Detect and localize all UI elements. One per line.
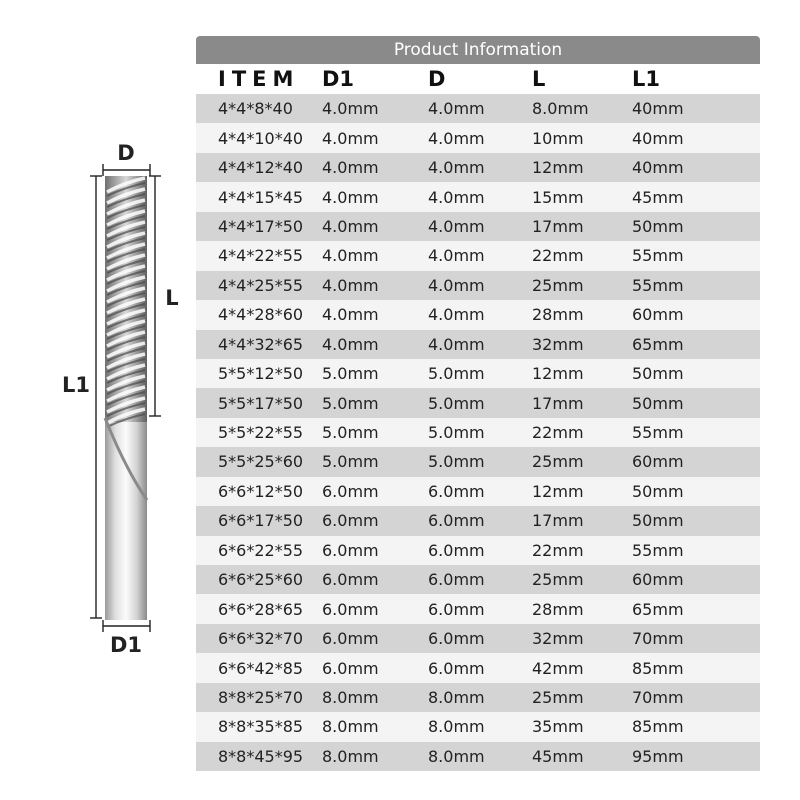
cell-item: 8*8*35*85 <box>218 717 304 737</box>
cell-d: 8.0mm <box>428 717 485 737</box>
cell-d1: 5.0mm <box>322 423 379 443</box>
dim-label-d: D <box>117 141 135 165</box>
dim-line-d1 <box>103 620 150 632</box>
cell-d: 6.0mm <box>428 570 485 590</box>
header-l1: L1 <box>632 67 660 91</box>
cell-item: 5*5*12*50 <box>218 364 304 384</box>
cell-l1: 85mm <box>632 658 684 678</box>
cell-d: 4.0mm <box>428 334 485 354</box>
table-row <box>196 653 760 682</box>
cell-l1: 55mm <box>632 275 684 295</box>
cell-d1: 6.0mm <box>322 570 379 590</box>
cell-l: 22mm <box>532 423 584 443</box>
cell-l: 32mm <box>532 334 584 354</box>
cell-d1: 8.0mm <box>322 717 379 737</box>
cell-l: 8.0mm <box>532 99 589 119</box>
cell-l1: 45mm <box>632 187 684 207</box>
cell-d1: 6.0mm <box>322 481 379 501</box>
cell-l1: 85mm <box>632 717 684 737</box>
cell-d1: 4.0mm <box>322 334 379 354</box>
table-row <box>196 742 760 771</box>
cell-d1: 4.0mm <box>322 246 379 266</box>
cell-item: 6*6*28*65 <box>218 599 304 619</box>
table-row <box>196 683 760 712</box>
cell-l: 42mm <box>532 658 584 678</box>
table-row <box>196 94 760 123</box>
cell-d1: 6.0mm <box>322 629 379 649</box>
cell-d1: 4.0mm <box>322 305 379 325</box>
cell-d: 5.0mm <box>428 423 485 443</box>
cell-d1: 6.0mm <box>322 511 379 531</box>
cell-item: 6*6*32*70 <box>218 629 304 649</box>
cell-l1: 55mm <box>632 540 684 560</box>
cell-l: 28mm <box>532 305 584 325</box>
cell-l: 25mm <box>532 452 584 472</box>
cell-item: 4*4*22*55 <box>218 246 304 266</box>
cell-item: 4*4*28*60 <box>218 305 304 325</box>
cell-l1: 40mm <box>632 158 684 178</box>
table-row <box>196 182 760 211</box>
cell-l1: 55mm <box>632 423 684 443</box>
cell-d: 4.0mm <box>428 99 485 119</box>
cell-l: 15mm <box>532 187 584 207</box>
cell-d: 5.0mm <box>428 393 485 413</box>
table-body <box>196 94 760 771</box>
table-row <box>196 300 760 329</box>
cell-item: 4*4*8*40 <box>218 99 293 119</box>
cell-d1: 4.0mm <box>322 216 379 236</box>
table-row <box>196 447 760 476</box>
cell-item: 6*6*17*50 <box>218 511 304 531</box>
cell-l: 12mm <box>532 158 584 178</box>
cell-l1: 55mm <box>632 246 684 266</box>
cell-item: 4*4*32*65 <box>218 334 304 354</box>
table-row <box>196 624 760 653</box>
bit-shank <box>105 418 147 620</box>
cell-l: 22mm <box>532 246 584 266</box>
cell-item: 5*5*25*60 <box>218 452 304 472</box>
cell-item: 4*4*25*55 <box>218 275 304 295</box>
cell-l1: 40mm <box>632 99 684 119</box>
table-row <box>196 241 760 270</box>
cell-d1: 6.0mm <box>322 599 379 619</box>
header-l: L <box>532 67 546 91</box>
table-row <box>196 359 760 388</box>
table-row <box>196 536 760 565</box>
cell-d: 8.0mm <box>428 687 485 707</box>
cell-d: 4.0mm <box>428 158 485 178</box>
cell-l: 25mm <box>532 275 584 295</box>
cell-l1: 50mm <box>632 393 684 413</box>
table-row <box>196 477 760 506</box>
cell-l1: 65mm <box>632 599 684 619</box>
table-header-row <box>196 64 760 94</box>
cell-d1: 4.0mm <box>322 158 379 178</box>
cell-item: 4*4*12*40 <box>218 158 304 178</box>
cell-l1: 95mm <box>632 746 684 766</box>
table-row <box>196 153 760 182</box>
cell-l: 25mm <box>532 687 584 707</box>
cell-d: 4.0mm <box>428 128 485 148</box>
table-row <box>196 271 760 300</box>
cell-d: 6.0mm <box>428 511 485 531</box>
dim-label-d1: D1 <box>109 633 143 657</box>
table-row <box>196 330 760 359</box>
cell-l: 32mm <box>532 629 584 649</box>
cell-l1: 50mm <box>632 364 684 384</box>
cell-l: 45mm <box>532 746 584 766</box>
header-d: D <box>428 67 446 91</box>
cell-l1: 70mm <box>632 629 684 649</box>
cell-l: 12mm <box>532 364 584 384</box>
cell-item: 4*4*10*40 <box>218 128 304 148</box>
cell-d: 4.0mm <box>428 187 485 207</box>
cell-d1: 5.0mm <box>322 364 379 384</box>
cell-l1: 40mm <box>632 128 684 148</box>
cell-d1: 8.0mm <box>322 687 379 707</box>
cell-d1: 5.0mm <box>322 393 379 413</box>
cell-l1: 50mm <box>632 216 684 236</box>
dim-label-l1: L1 <box>62 373 90 397</box>
cell-l: 35mm <box>532 717 584 737</box>
cell-d: 6.0mm <box>428 540 485 560</box>
dim-line-l <box>149 176 161 416</box>
table-row <box>196 123 760 152</box>
end-mill-bit-icon <box>105 176 147 620</box>
cell-d1: 5.0mm <box>322 452 379 472</box>
table-row <box>196 712 760 741</box>
cell-d: 6.0mm <box>428 599 485 619</box>
cell-l: 22mm <box>532 540 584 560</box>
cell-item: 5*5*22*55 <box>218 423 304 443</box>
cell-item: 6*6*42*85 <box>218 658 304 678</box>
cell-d: 4.0mm <box>428 246 485 266</box>
cell-item: 6*6*12*50 <box>218 481 304 501</box>
cell-d: 6.0mm <box>428 658 485 678</box>
dim-line-d <box>103 164 150 176</box>
cell-l: 28mm <box>532 599 584 619</box>
cell-l1: 50mm <box>632 511 684 531</box>
dim-label-l: L <box>165 286 179 310</box>
header-item: ITEM <box>218 67 300 91</box>
table-row <box>196 594 760 623</box>
product-info-table <box>196 36 760 771</box>
cell-d1: 8.0mm <box>322 746 379 766</box>
header-d1: D1 <box>322 67 355 91</box>
cell-l: 10mm <box>532 128 584 148</box>
cell-d: 6.0mm <box>428 481 485 501</box>
table-row <box>196 506 760 535</box>
cell-d: 4.0mm <box>428 305 485 325</box>
table-row <box>196 212 760 241</box>
cell-d1: 4.0mm <box>322 128 379 148</box>
cell-l1: 50mm <box>632 481 684 501</box>
table-row <box>196 418 760 447</box>
dim-line-l1 <box>90 176 102 618</box>
cell-item: 4*4*17*50 <box>218 216 304 236</box>
cell-l1: 65mm <box>632 334 684 354</box>
cell-item: 8*8*25*70 <box>218 687 304 707</box>
cell-l: 25mm <box>532 570 584 590</box>
cell-d1: 6.0mm <box>322 658 379 678</box>
table-row <box>196 565 760 594</box>
cell-item: 4*4*15*45 <box>218 187 304 207</box>
cell-d: 5.0mm <box>428 364 485 384</box>
table-row <box>196 388 760 417</box>
cell-d: 6.0mm <box>428 629 485 649</box>
cell-item: 6*6*25*60 <box>218 570 304 590</box>
cell-d1: 4.0mm <box>322 99 379 119</box>
cell-item: 8*8*45*95 <box>218 746 304 766</box>
cell-l: 17mm <box>532 393 584 413</box>
cell-l: 17mm <box>532 511 584 531</box>
cell-l1: 60mm <box>632 452 684 472</box>
cell-d1: 4.0mm <box>322 187 379 207</box>
cell-item: 5*5*17*50 <box>218 393 304 413</box>
cell-l: 12mm <box>532 481 584 501</box>
cell-l1: 60mm <box>632 570 684 590</box>
cell-d: 5.0mm <box>428 452 485 472</box>
cell-d: 4.0mm <box>428 275 485 295</box>
cell-l1: 60mm <box>632 305 684 325</box>
cell-d1: 4.0mm <box>322 275 379 295</box>
cell-l1: 70mm <box>632 687 684 707</box>
cell-l: 17mm <box>532 216 584 236</box>
table-title: Product Information <box>196 36 760 64</box>
cell-d1: 6.0mm <box>322 540 379 560</box>
cell-item: 6*6*22*55 <box>218 540 304 560</box>
cell-d: 8.0mm <box>428 746 485 766</box>
cell-d: 4.0mm <box>428 216 485 236</box>
